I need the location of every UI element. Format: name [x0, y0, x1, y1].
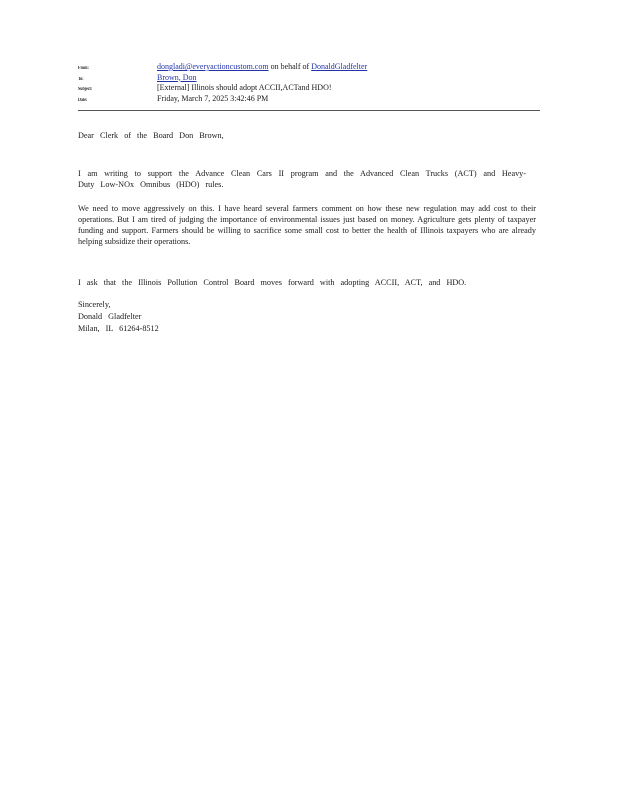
- from-email-link[interactable]: dongladi@everyactioncustom.com: [157, 62, 269, 71]
- paragraph-1: I am writing to support the Advance Clean Cars II program and the Advanced Clean Trucks (ACT) and Heavy-Duty Low-NOx Omnibus (HDO) rules.: [78, 169, 526, 189]
- salutation: Dear Clerk of the Board Don Brown,: [78, 131, 224, 140]
- from-value: [157, 62, 367, 71]
- to-value-link[interactable]: Brown, Don: [157, 72, 197, 82]
- from-label: From:: [78, 66, 89, 71]
- paragraph-2: We need to move aggressively on this. I have heard several farmers comment on how these new regulation may add cost to their operations. But I am tired of judging the importance of environmental issues just based on money. Agriculture gets plenty of taxpayer funding and support. Farmers should be willing to sacrifice some small cost to better the health of Illinois taxpayers who are already helping subsidize their operations.: [78, 204, 536, 246]
- subject-value: [External] Illinois should adopt ACCII,ACTand HDO!: [157, 83, 332, 92]
- subject-row: [78, 83, 540, 94]
- header-divider: [78, 110, 540, 111]
- date-value: Friday, March 7, 2025 3:42:46 PM: [157, 93, 269, 103]
- signature-location: Milan, IL 61264-8512: [78, 324, 159, 333]
- from-name-link[interactable]: DonaldGladfelter: [311, 62, 368, 71]
- date-label: Date:: [78, 97, 88, 103]
- signature-name: Donald Gladfelter: [78, 312, 142, 321]
- from-row: [78, 62, 540, 73]
- closing: Sincerely,: [78, 300, 111, 309]
- to-label: To:: [78, 76, 84, 82]
- closing-block: [78, 299, 159, 335]
- from-on-behalf-text: on behalf of: [268, 62, 312, 71]
- date-row: [78, 94, 540, 105]
- to-row: [78, 73, 540, 84]
- subject-label: Subject:: [78, 87, 93, 92]
- email-header: [78, 62, 540, 104]
- letter-body: [78, 130, 538, 333]
- paragraph-3: I ask that the Illinois Pollution Control Board moves forward with adopting ACCII, ACT, and HDO.: [78, 278, 467, 287]
